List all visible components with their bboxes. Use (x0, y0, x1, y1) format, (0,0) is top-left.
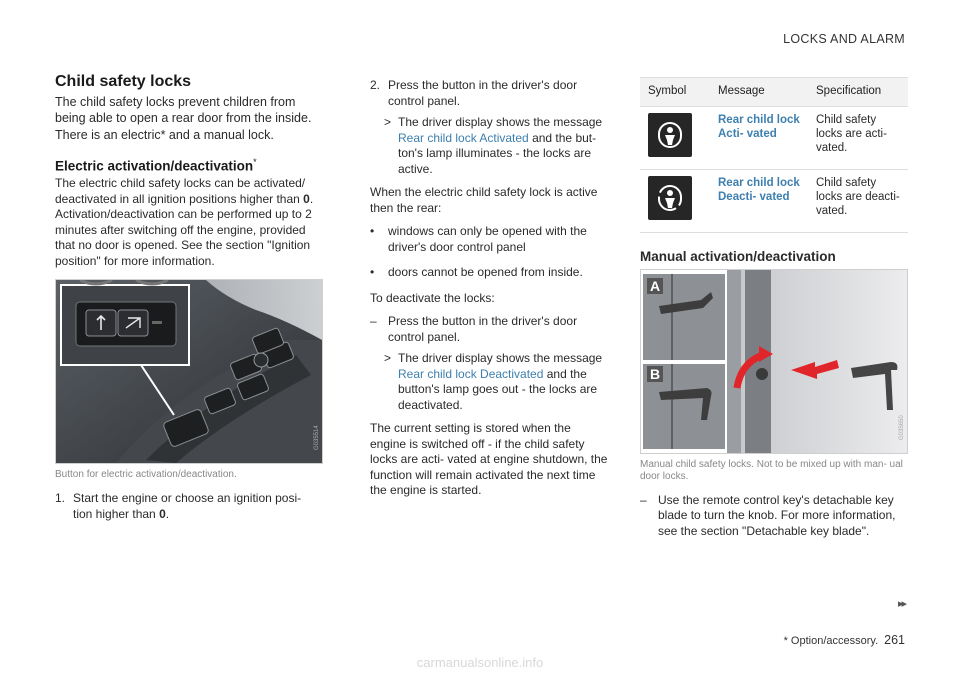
manual-lock-illustration (641, 270, 907, 453)
manual-figure-caption: Manual child safety locks. Not to be mixed up with man- ual door locks. (640, 458, 903, 482)
bullet-doors: • doors cannot be opened from inside. (370, 265, 583, 279)
child-lock-deactivated-icon (648, 176, 692, 220)
deactivate-paragraph: To deactivate the locks: (370, 290, 495, 305)
section-heading: Child safety locks (55, 73, 192, 90)
message-deactivated: Rear child lock Deacti- vated (710, 170, 808, 233)
result-deactivated: > The driver display shows the message Rear child lock Deactivated and the button's lamp goes out - the locks are deactivated. (384, 351, 603, 412)
column-left (55, 74, 323, 528)
figure-code: G035650 (899, 414, 905, 440)
intro-paragraph: The child safety locks prevent children from being able to open a rear door from the inside. There is an electric* and a manual lock. (55, 94, 312, 142)
label-b: B (647, 366, 663, 382)
page-footer (784, 633, 905, 647)
figure-code: G035514 (314, 425, 320, 450)
manual-lock-figure (640, 269, 908, 454)
continue-arrow-icon: ▸▸ (897, 598, 905, 610)
manual-step: – Use the remote control key's detachable key blade to turn the knob. For more information, see the section "Detachable key blade". (640, 492, 896, 538)
page-number: 261 (884, 633, 905, 647)
electric-paragraph: The electric child safety locks can be activated/ deactivated in all ignition positions higher than 0. Activation/deactivation can be performed up to 2 minutes after switching off the engine, provided that no door is opened. See the section "Ignition position" for more information. (55, 176, 314, 268)
stored-paragraph: The current setting is stored when the engine is switched off - if the child safety locks are acti- vated at engine shutdown, the function will remain activated the next time the engine is started. (370, 421, 608, 497)
watermark: carmanualsonline.info (416, 655, 544, 670)
door-panel-figure (55, 279, 323, 464)
subheading-electric: Electric activation/deactivation* (55, 157, 257, 174)
running-header: LOCKS AND ALARM (783, 32, 905, 46)
label-a: A (647, 278, 663, 294)
result-activated: > The driver display shows the message Rear child lock Activated and the but- ton's lamp illuminates - the locks are active. (384, 115, 603, 176)
table-header-message: Message (710, 78, 808, 107)
bullet-windows: • windows can only be opened with the driver's door control panel (370, 224, 587, 254)
child-lock-activated-icon (648, 113, 692, 157)
option-footnote: * Option/accessory. (783, 635, 879, 647)
column-right (640, 77, 908, 545)
table-header-symbol: Symbol (640, 78, 710, 107)
column-middle (370, 74, 608, 507)
table-header-specification: Specification (808, 78, 908, 107)
table-header-row (640, 78, 908, 107)
active-paragraph: When the electric child safety lock is active then the rear: (370, 185, 598, 215)
figure-caption: Button for electric activation/deactivation. (55, 469, 237, 480)
message-activated: Rear child lock Acti- vated (710, 107, 808, 170)
step-1: 1. Start the engine or choose an ignition posi- tion higher than 0. (55, 491, 302, 521)
spec-activated: Child safety locks are acti- vated. (808, 107, 908, 170)
spec-deactivated: Child safety locks are deacti- vated. (808, 170, 908, 233)
door-panel-illustration (56, 280, 322, 463)
table-row (640, 170, 908, 233)
manual-heading: Manual activation/deactivation (640, 249, 836, 264)
step-2: 2. Press the button in the driver's door control panel. (370, 78, 578, 108)
symbol-table (640, 77, 908, 233)
deactivate-step: – Press the button in the driver's door control panel. (370, 314, 578, 344)
table-row (640, 107, 908, 170)
